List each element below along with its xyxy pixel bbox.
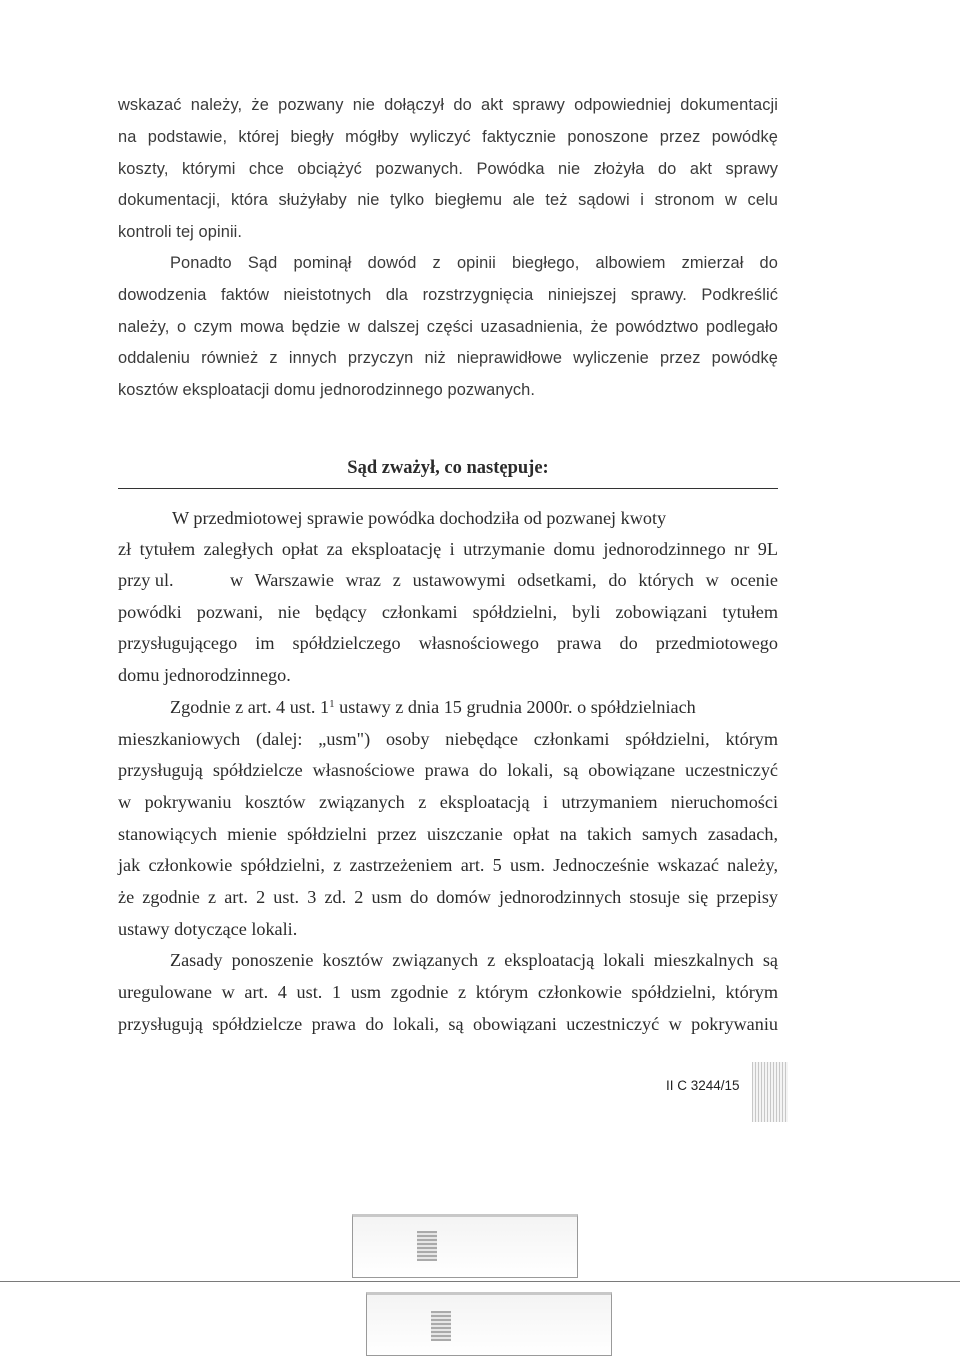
paragraph-4-line: w pokrywaniu kosztów związanych z eksploatacją i utrzymaniem nieruchomości <box>118 792 778 812</box>
scan-artifact-box <box>366 1292 612 1356</box>
paragraph-3-line: przysługującego im spółdzielczego własnościowego prawa do przedmiotowego <box>118 633 778 653</box>
paragraph-1-line: koszty, którymi chce obciążyć pozwanych. Powódka nie złożyła do akt sprawy <box>118 160 778 178</box>
paragraph-1-line: na podstawie, której biegły mógłby wyliczyć faktycznie ponoszone przez powódkę <box>118 128 778 146</box>
paragraph-2-line: kosztów eksploatacji domu jednorodzinnego pozwanych. <box>118 381 536 399</box>
paragraph-3-line: w Warszawie wraz z ustawowymi odsetkami, do których w ocenie <box>230 570 778 590</box>
case-number: II C 3244/15 <box>666 1078 740 1093</box>
superscript: 1 <box>329 698 335 710</box>
scan-mark <box>431 1311 451 1341</box>
paragraph-4-text: Zgodnie z art. 4 ust. 1 <box>170 697 330 717</box>
paragraph-4-line: stanowiących mienie spółdzielni przez uiszczanie opłat na takich samych zasadach, <box>118 824 778 844</box>
paragraph-4-line: że zgodnie z art. 2 ust. 3 zd. 2 usm do domów jednorodzinnych stosuje się przepisy <box>118 887 778 907</box>
paragraph-4-line: jak członkowie spółdzielni, z zastrzeżeniem art. 5 usm. Jednocześnie wskazać należy, <box>118 855 778 875</box>
paragraph-2-line: Ponadto Sąd pominął dowód z opinii biegłego, albowiem zmierzał do <box>170 254 778 272</box>
paragraph-3-line: powódki pozwani, nie będący członkami spółdzielni, byli zobowiązani tytułem <box>118 602 778 622</box>
paragraph-1-line: dokumentacji, która służyłaby nie tylko biegłemu ale też sądowi i stronom w celu <box>118 191 778 209</box>
paragraph-5-line: Zasady ponoszenie kosztów związanych z eksploatacją lokali mieszkalnych są <box>170 950 778 970</box>
heading-rule <box>118 488 778 489</box>
barcode-image <box>752 1062 788 1122</box>
paragraph-4-first-line <box>118 697 778 717</box>
paragraph-5-line: przysługują spółdzielcze prawa do lokali, są obowiązani uczestniczyć w pokrywaniu <box>118 1014 778 1034</box>
paragraph-4-line: ustawy dotyczące lokali. <box>118 919 298 939</box>
paragraph-4-text: ustawy z dnia 15 grudnia 2000r. o spółdzielniach <box>334 697 696 717</box>
paragraph-4-line: przysługują spółdzielcze własnościowe prawa do lokali, są obowiązane uczestniczyć <box>118 760 778 780</box>
paragraph-1-line: kontroli tej opinii. <box>118 223 243 241</box>
section-heading: Sąd zważył, co następuje: <box>347 458 549 478</box>
paragraph-3-line: W przedmiotowej sprawie powódka dochodziła od pozwanej kwoty <box>172 508 667 528</box>
paragraph-3-line: przy ul. <box>118 570 174 590</box>
paragraph-2-line: dowodzenia faktów nieistotnych dla rozstrzygnięcia niniejszej sprawy. Podkreślić <box>118 286 778 304</box>
paragraph-2-line: należy, o czym mowa będzie w dalszej części uzasadnienia, że powództwo podlegało <box>118 318 778 336</box>
paragraph-5-line: uregulowane w art. 4 ust. 1 usm zgodnie z którym członkowie spółdzielni, którym <box>118 982 778 1002</box>
scan-artifact-box <box>352 1214 578 1278</box>
paragraph-4-line: mieszkaniowych (dalej: „usm") osoby niebędące członkami spółdzielni, którym <box>118 729 778 749</box>
paragraph-3-line: domu jednorodzinnego. <box>118 665 291 685</box>
paragraph-2-line: oddaleniu również z innych przyczyn niż nieprawidłowe wyliczenie przez powódkę <box>118 349 778 367</box>
scan-mark <box>417 1231 437 1261</box>
page-fold-line <box>0 1281 960 1282</box>
paragraph-3-line: zł tytułem zaległych opłat za eksploatację i utrzymanie domu jednorodzinnego nr 9L <box>118 539 778 559</box>
paragraph-1-line: wskazać należy, że pozwany nie dołączył do akt sprawy odpowiedniej dokumentacji <box>118 96 778 114</box>
